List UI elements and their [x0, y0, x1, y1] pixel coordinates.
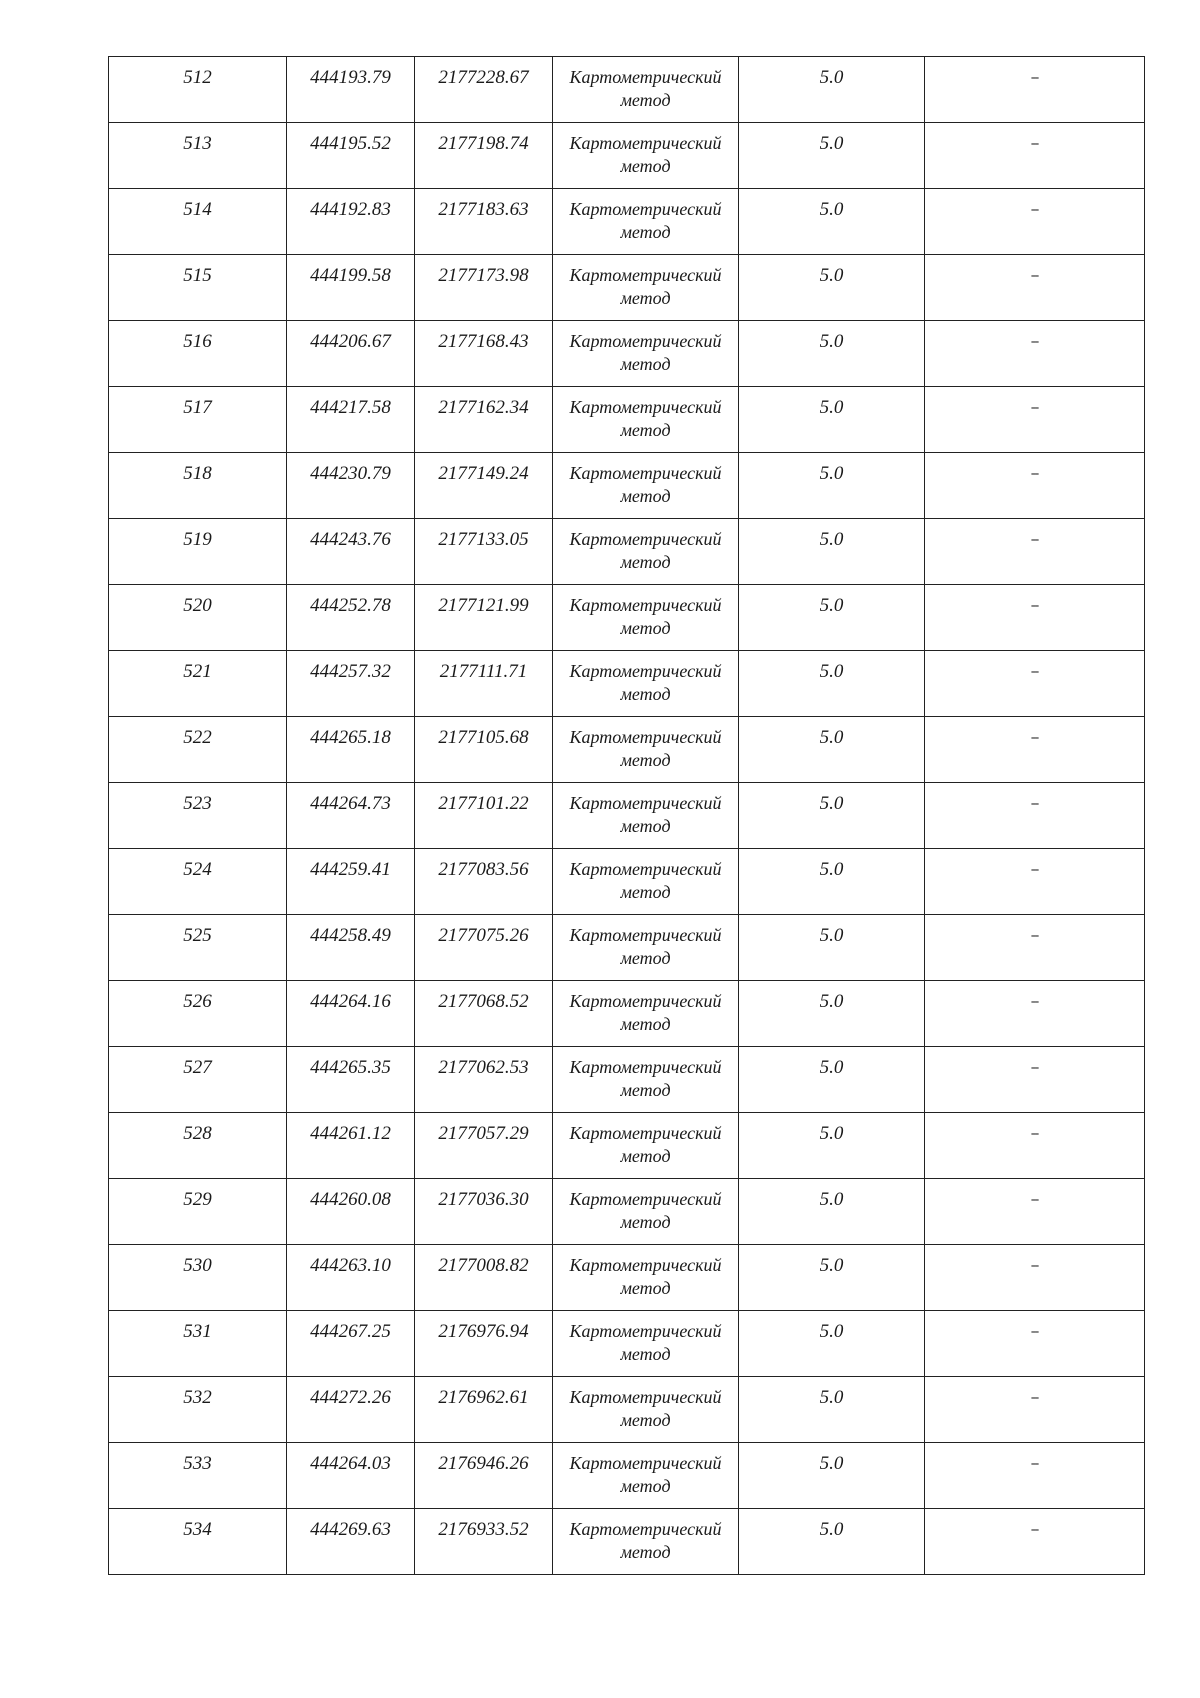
- y-coordinate-cell: 2176933.52: [415, 1509, 553, 1575]
- y-coordinate-cell: 2177228.67: [415, 57, 553, 123]
- y-coordinate-cell: 2177008.82: [415, 1245, 553, 1311]
- y-coordinate-cell: 2177121.99: [415, 585, 553, 651]
- point-number-cell: 520: [109, 585, 287, 651]
- point-number-cell: 530: [109, 1245, 287, 1311]
- y-coordinate-cell: 2177149.24: [415, 453, 553, 519]
- accuracy-cell: 5.0: [739, 849, 925, 915]
- method-cell: Картометрический метод: [553, 519, 739, 585]
- method-cell: Картометрический метод: [553, 1113, 739, 1179]
- method-cell: Картометрический метод: [553, 651, 739, 717]
- accuracy-cell: 5.0: [739, 651, 925, 717]
- accuracy-cell: 5.0: [739, 1047, 925, 1113]
- accuracy-cell: 5.0: [739, 1179, 925, 1245]
- note-cell: --: [925, 123, 1145, 189]
- point-number-cell: 515: [109, 255, 287, 321]
- point-number-cell: 518: [109, 453, 287, 519]
- accuracy-cell: 5.0: [739, 453, 925, 519]
- x-coordinate-cell: 444199.58: [287, 255, 415, 321]
- table-row: [109, 585, 1145, 651]
- method-cell: Картометрический метод: [553, 585, 739, 651]
- y-coordinate-cell: 2177068.52: [415, 981, 553, 1047]
- x-coordinate-cell: 444261.12: [287, 1113, 415, 1179]
- table-row: [109, 915, 1145, 981]
- table-row: [109, 1377, 1145, 1443]
- method-cell: Картометрический метод: [553, 189, 739, 255]
- table-row: [109, 321, 1145, 387]
- x-coordinate-cell: 444264.03: [287, 1443, 415, 1509]
- accuracy-cell: 5.0: [739, 57, 925, 123]
- point-number-cell: 526: [109, 981, 287, 1047]
- accuracy-cell: 5.0: [739, 981, 925, 1047]
- point-number-cell: 522: [109, 717, 287, 783]
- accuracy-cell: 5.0: [739, 255, 925, 321]
- x-coordinate-cell: 444217.58: [287, 387, 415, 453]
- method-cell: Картометрический метод: [553, 321, 739, 387]
- note-cell: --: [925, 915, 1145, 981]
- x-coordinate-cell: 444265.35: [287, 1047, 415, 1113]
- x-coordinate-cell: 444264.16: [287, 981, 415, 1047]
- table-row: [109, 387, 1145, 453]
- y-coordinate-cell: 2177105.68: [415, 717, 553, 783]
- point-number-cell: 525: [109, 915, 287, 981]
- method-cell: Картометрический метод: [553, 1377, 739, 1443]
- point-number-cell: 532: [109, 1377, 287, 1443]
- point-number-cell: 519: [109, 519, 287, 585]
- y-coordinate-cell: 2177198.74: [415, 123, 553, 189]
- x-coordinate-cell: 444230.79: [287, 453, 415, 519]
- accuracy-cell: 5.0: [739, 1509, 925, 1575]
- y-coordinate-cell: 2177173.98: [415, 255, 553, 321]
- x-coordinate-cell: 444257.32: [287, 651, 415, 717]
- table-row: [109, 57, 1145, 123]
- note-cell: --: [925, 1509, 1145, 1575]
- note-cell: --: [925, 1113, 1145, 1179]
- y-coordinate-cell: 2177036.30: [415, 1179, 553, 1245]
- table-row: [109, 1179, 1145, 1245]
- note-cell: --: [925, 189, 1145, 255]
- note-cell: --: [925, 1245, 1145, 1311]
- method-cell: Картометрический метод: [553, 255, 739, 321]
- table-row: [109, 189, 1145, 255]
- point-number-cell: 533: [109, 1443, 287, 1509]
- note-cell: --: [925, 453, 1145, 519]
- table-row: [109, 981, 1145, 1047]
- table-row: [109, 1113, 1145, 1179]
- note-cell: --: [925, 783, 1145, 849]
- accuracy-cell: 5.0: [739, 123, 925, 189]
- note-cell: --: [925, 57, 1145, 123]
- table-row: [109, 1443, 1145, 1509]
- accuracy-cell: 5.0: [739, 585, 925, 651]
- x-coordinate-cell: 444243.76: [287, 519, 415, 585]
- accuracy-cell: 5.0: [739, 783, 925, 849]
- method-cell: Картометрический метод: [553, 915, 739, 981]
- point-number-cell: 527: [109, 1047, 287, 1113]
- table-row: [109, 1245, 1145, 1311]
- y-coordinate-cell: 2177183.63: [415, 189, 553, 255]
- table-row: [109, 519, 1145, 585]
- point-number-cell: 521: [109, 651, 287, 717]
- point-number-cell: 534: [109, 1509, 287, 1575]
- method-cell: Картометрический метод: [553, 1509, 739, 1575]
- table-row: [109, 1047, 1145, 1113]
- point-number-cell: 517: [109, 387, 287, 453]
- accuracy-cell: 5.0: [739, 519, 925, 585]
- accuracy-cell: 5.0: [739, 1377, 925, 1443]
- point-number-cell: 512: [109, 57, 287, 123]
- note-cell: --: [925, 585, 1145, 651]
- x-coordinate-cell: 444267.25: [287, 1311, 415, 1377]
- y-coordinate-cell: 2177101.22: [415, 783, 553, 849]
- method-cell: Картометрический метод: [553, 57, 739, 123]
- table-row: [109, 255, 1145, 321]
- method-cell: Картометрический метод: [553, 123, 739, 189]
- accuracy-cell: 5.0: [739, 1311, 925, 1377]
- table-row: [109, 1311, 1145, 1377]
- x-coordinate-cell: 444193.79: [287, 57, 415, 123]
- y-coordinate-cell: 2176962.61: [415, 1377, 553, 1443]
- y-coordinate-cell: 2176976.94: [415, 1311, 553, 1377]
- x-coordinate-cell: 444195.52: [287, 123, 415, 189]
- method-cell: Картометрический метод: [553, 1047, 739, 1113]
- x-coordinate-cell: 444252.78: [287, 585, 415, 651]
- note-cell: --: [925, 1311, 1145, 1377]
- y-coordinate-cell: 2177162.34: [415, 387, 553, 453]
- x-coordinate-cell: 444206.67: [287, 321, 415, 387]
- accuracy-cell: 5.0: [739, 321, 925, 387]
- x-coordinate-cell: 444260.08: [287, 1179, 415, 1245]
- note-cell: --: [925, 1443, 1145, 1509]
- note-cell: --: [925, 1179, 1145, 1245]
- accuracy-cell: 5.0: [739, 387, 925, 453]
- y-coordinate-cell: 2177133.05: [415, 519, 553, 585]
- method-cell: Картометрический метод: [553, 783, 739, 849]
- x-coordinate-cell: 444258.49: [287, 915, 415, 981]
- note-cell: --: [925, 849, 1145, 915]
- note-cell: --: [925, 1377, 1145, 1443]
- table-row: [109, 651, 1145, 717]
- table-row: [109, 1509, 1145, 1575]
- method-cell: Картометрический метод: [553, 717, 739, 783]
- method-cell: Картометрический метод: [553, 453, 739, 519]
- method-cell: Картометрический метод: [553, 387, 739, 453]
- accuracy-cell: 5.0: [739, 1113, 925, 1179]
- method-cell: Картометрический метод: [553, 1443, 739, 1509]
- note-cell: --: [925, 387, 1145, 453]
- table-body: [109, 57, 1145, 1575]
- note-cell: --: [925, 1047, 1145, 1113]
- accuracy-cell: 5.0: [739, 915, 925, 981]
- table-row: [109, 783, 1145, 849]
- point-number-cell: 528: [109, 1113, 287, 1179]
- accuracy-cell: 5.0: [739, 717, 925, 783]
- point-number-cell: 524: [109, 849, 287, 915]
- x-coordinate-cell: 444264.73: [287, 783, 415, 849]
- y-coordinate-cell: 2177075.26: [415, 915, 553, 981]
- y-coordinate-cell: 2177168.43: [415, 321, 553, 387]
- x-coordinate-cell: 444265.18: [287, 717, 415, 783]
- note-cell: --: [925, 255, 1145, 321]
- y-coordinate-cell: 2176946.26: [415, 1443, 553, 1509]
- point-number-cell: 523: [109, 783, 287, 849]
- point-number-cell: 531: [109, 1311, 287, 1377]
- y-coordinate-cell: 2177111.71: [415, 651, 553, 717]
- note-cell: --: [925, 519, 1145, 585]
- table-row: [109, 453, 1145, 519]
- method-cell: Картометрический метод: [553, 849, 739, 915]
- x-coordinate-cell: 444192.83: [287, 189, 415, 255]
- accuracy-cell: 5.0: [739, 1245, 925, 1311]
- method-cell: Картометрический метод: [553, 1245, 739, 1311]
- point-number-cell: 513: [109, 123, 287, 189]
- coordinates-table: [108, 56, 1145, 1575]
- x-coordinate-cell: 444263.10: [287, 1245, 415, 1311]
- y-coordinate-cell: 2177057.29: [415, 1113, 553, 1179]
- accuracy-cell: 5.0: [739, 1443, 925, 1509]
- note-cell: --: [925, 321, 1145, 387]
- note-cell: --: [925, 717, 1145, 783]
- table-row: [109, 849, 1145, 915]
- point-number-cell: 514: [109, 189, 287, 255]
- table-row: [109, 123, 1145, 189]
- x-coordinate-cell: 444259.41: [287, 849, 415, 915]
- method-cell: Картометрический метод: [553, 1311, 739, 1377]
- point-number-cell: 516: [109, 321, 287, 387]
- method-cell: Картометрический метод: [553, 1179, 739, 1245]
- y-coordinate-cell: 2177083.56: [415, 849, 553, 915]
- note-cell: --: [925, 981, 1145, 1047]
- y-coordinate-cell: 2177062.53: [415, 1047, 553, 1113]
- method-cell: Картометрический метод: [553, 981, 739, 1047]
- x-coordinate-cell: 444269.63: [287, 1509, 415, 1575]
- note-cell: --: [925, 651, 1145, 717]
- point-number-cell: 529: [109, 1179, 287, 1245]
- x-coordinate-cell: 444272.26: [287, 1377, 415, 1443]
- table-row: [109, 717, 1145, 783]
- accuracy-cell: 5.0: [739, 189, 925, 255]
